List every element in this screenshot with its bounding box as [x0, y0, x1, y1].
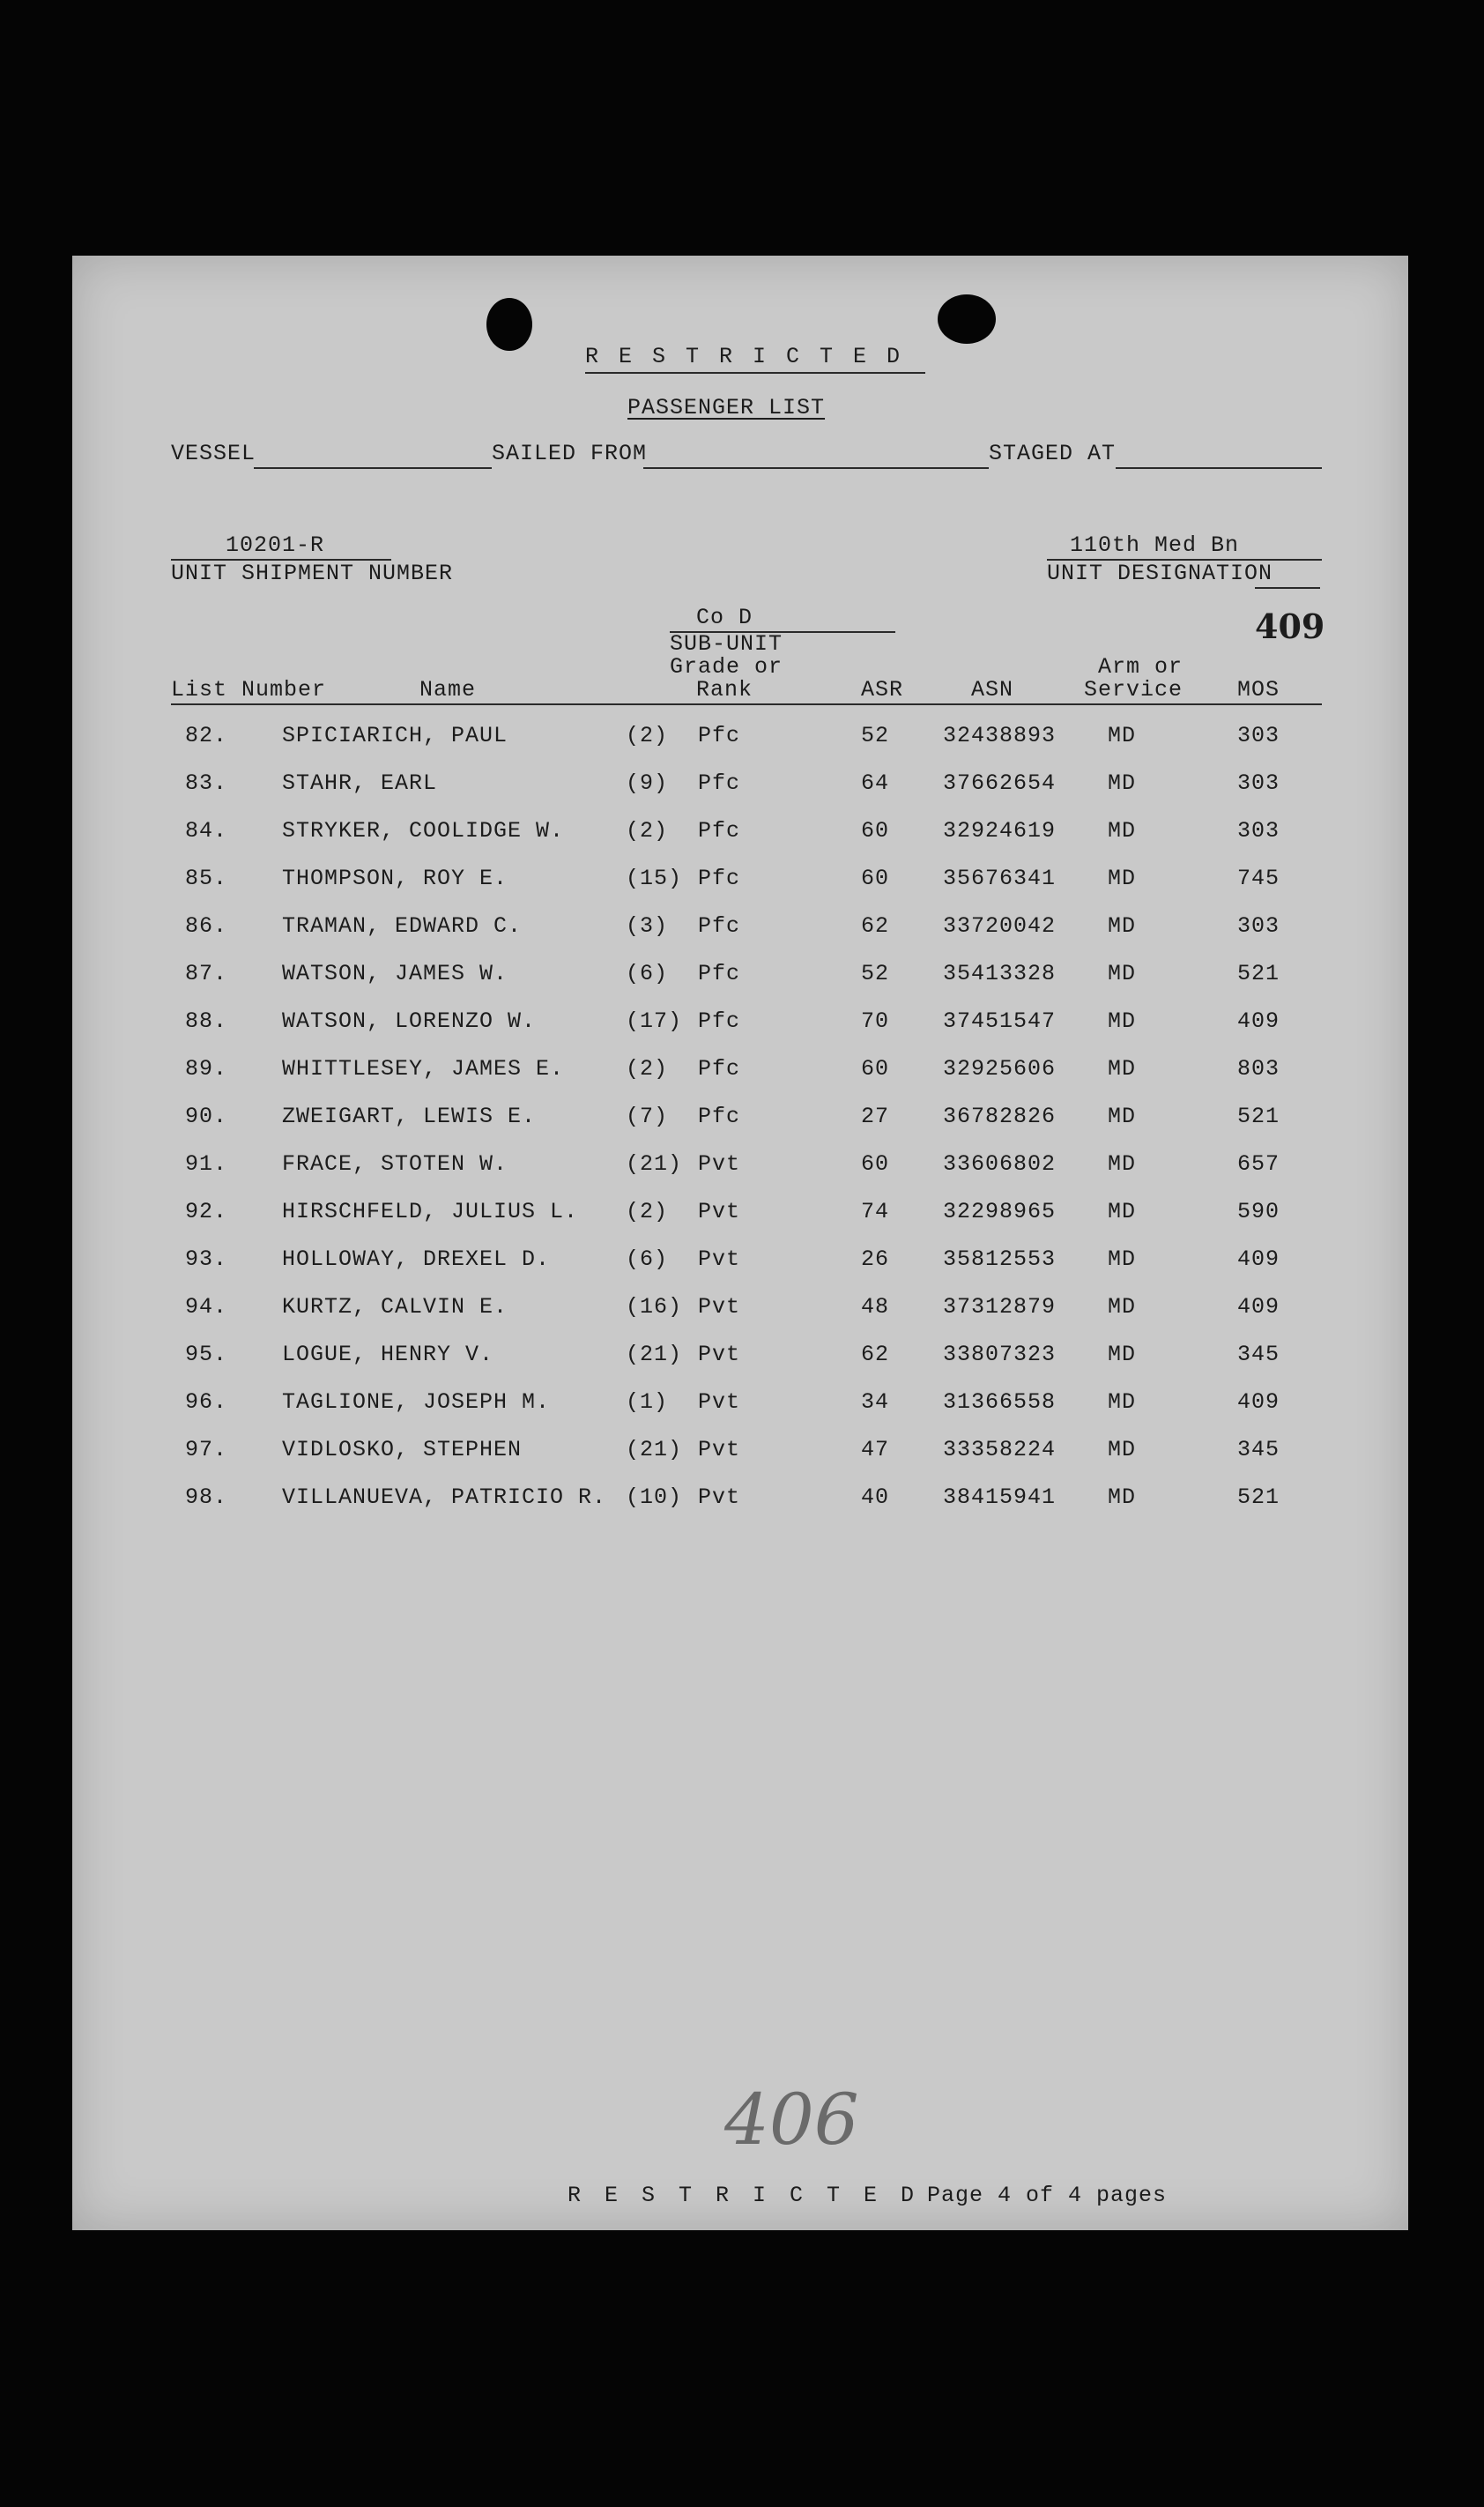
mos-value: 657	[1237, 1151, 1280, 1177]
passenger-name: KURTZ, CALVIN E.	[282, 1294, 508, 1320]
rank: Pfc	[698, 1104, 741, 1129]
asr-value: 48	[861, 1294, 890, 1320]
list-number: 89.	[185, 1056, 228, 1082]
asr-value: 40	[861, 1484, 890, 1510]
asn-value: 35676341	[943, 866, 1057, 891]
rank: Pfc	[698, 1056, 741, 1082]
list-number-header: List Number	[171, 677, 327, 703]
arm-header-1: Arm or	[1098, 654, 1183, 680]
list-number: 92.	[185, 1199, 228, 1224]
mos-header: MOS	[1237, 677, 1280, 703]
name-header: Name	[419, 677, 477, 703]
grade-code: (21)	[626, 1342, 683, 1367]
asn-value: 37312879	[943, 1294, 1057, 1320]
mos-value: 345	[1237, 1342, 1280, 1367]
asr-value: 60	[861, 866, 890, 891]
passenger-name: WATSON, LORENZO W.	[282, 1008, 537, 1034]
passenger-name: HIRSCHFELD, JULIUS L.	[282, 1199, 579, 1224]
asr-value: 27	[861, 1104, 890, 1129]
rank: Pvt	[698, 1151, 741, 1177]
mos-value: 345	[1237, 1437, 1280, 1462]
table-row	[72, 723, 1408, 758]
arm-header-2: Service	[1084, 677, 1183, 703]
rank: Pvt	[698, 1294, 741, 1320]
mos-value: 409	[1237, 1389, 1280, 1415]
arm-service: MD	[1108, 913, 1137, 939]
asn-value: 38415941	[943, 1484, 1057, 1510]
unit-shipment-label: UNIT SHIPMENT NUMBER	[171, 561, 454, 586]
rank: Pvt	[698, 1484, 741, 1510]
asn-value: 32924619	[943, 818, 1057, 844]
punch-hole	[938, 294, 996, 344]
designation-tail-line	[1255, 587, 1320, 589]
rank: Pvt	[698, 1389, 741, 1415]
restricted-header: R E S T R I C T E D	[585, 344, 904, 369]
asn-value: 32925606	[943, 1056, 1057, 1082]
passenger-name: THOMPSON, ROY E.	[282, 866, 508, 891]
passenger-name: ZWEIGART, LEWIS E.	[282, 1104, 537, 1129]
rank: Pfc	[698, 961, 741, 986]
grade-code: (17)	[626, 1008, 683, 1034]
passenger-name: STRYKER, COOLIDGE W.	[282, 818, 565, 844]
mos-value: 409	[1237, 1246, 1280, 1272]
page-info: Page 4 of 4 pages	[927, 2183, 1168, 2208]
sailed-from-line	[643, 467, 989, 469]
asr-value: 34	[861, 1389, 890, 1415]
passenger-name: FRACE, STOTEN W.	[282, 1151, 508, 1177]
unit-designation: 110th Med Bn	[1070, 532, 1240, 558]
mos-value: 521	[1237, 961, 1280, 986]
mos-value: 521	[1237, 1104, 1280, 1129]
asr-value: 60	[861, 818, 890, 844]
asn-header: ASN	[971, 677, 1014, 703]
list-number: 85.	[185, 866, 228, 891]
mos-value: 303	[1237, 818, 1280, 844]
asn-value: 35413328	[943, 961, 1057, 986]
passenger-name: VIDLOSKO, STEPHEN	[282, 1437, 523, 1462]
asr-value: 60	[861, 1151, 890, 1177]
asn-value: 32438893	[943, 723, 1057, 748]
passenger-name: TAGLIONE, JOSEPH M.	[282, 1389, 551, 1415]
asr-value: 62	[861, 913, 890, 939]
mos-value: 745	[1237, 866, 1280, 891]
passenger-name: SPICIARICH, PAUL	[282, 723, 508, 748]
grade-code: (1)	[626, 1389, 669, 1415]
arm-service: MD	[1108, 1484, 1137, 1510]
asr-value: 64	[861, 770, 890, 796]
arm-service: MD	[1108, 770, 1137, 796]
asr-value: 70	[861, 1008, 890, 1034]
table-row	[72, 961, 1408, 996]
header-rule	[171, 703, 1322, 705]
passenger-name: WHITTLESEY, JAMES E.	[282, 1056, 565, 1082]
asr-value: 74	[861, 1199, 890, 1224]
list-number: 93.	[185, 1246, 228, 1272]
grade-code: (9)	[626, 770, 669, 796]
table-row	[72, 1104, 1408, 1139]
table-row	[72, 1389, 1408, 1425]
sub-unit-label: SUB-UNIT	[670, 631, 783, 657]
table-row	[72, 913, 1408, 948]
table-row	[72, 1342, 1408, 1377]
rank: Pfc	[698, 1008, 741, 1034]
table-row	[72, 1008, 1408, 1044]
punch-hole	[486, 298, 532, 351]
staged-at-label: STAGED AT	[989, 441, 1117, 466]
asr-value: 52	[861, 961, 890, 986]
grade-code: (10)	[626, 1484, 683, 1510]
asn-value: 31366558	[943, 1389, 1057, 1415]
mos-value: 803	[1237, 1056, 1280, 1082]
mos-value: 303	[1237, 770, 1280, 796]
arm-service: MD	[1108, 1104, 1137, 1129]
passenger-name: VILLANUEVA, PATRICIO R.	[282, 1484, 607, 1510]
table-row	[72, 1056, 1408, 1091]
handwritten-number: 406	[724, 2079, 859, 2161]
arm-service: MD	[1108, 818, 1137, 844]
asr-value: 62	[861, 1342, 890, 1367]
list-number: 98.	[185, 1484, 228, 1510]
asn-value: 36782826	[943, 1104, 1057, 1129]
asr-header: ASR	[861, 677, 904, 703]
table-row	[72, 1484, 1408, 1520]
asn-value: 37451547	[943, 1008, 1057, 1034]
document-page	[72, 256, 1408, 2230]
passenger-name: LOGUE, HENRY V.	[282, 1342, 494, 1367]
asr-value: 47	[861, 1437, 890, 1462]
arm-service: MD	[1108, 1389, 1137, 1415]
restricted-underline	[585, 372, 925, 374]
grade-code: (3)	[626, 913, 669, 939]
arm-service: MD	[1108, 1246, 1137, 1272]
grade-code: (15)	[626, 866, 683, 891]
mos-value: 409	[1237, 1294, 1280, 1320]
grade-code: (21)	[626, 1151, 683, 1177]
asn-value: 32298965	[943, 1199, 1057, 1224]
rank: Pfc	[698, 723, 741, 748]
asn-value: 33807323	[943, 1342, 1057, 1367]
list-number: 91.	[185, 1151, 228, 1177]
list-number: 84.	[185, 818, 228, 844]
arm-service: MD	[1108, 866, 1137, 891]
table-row	[72, 1294, 1408, 1329]
rank: Pvt	[698, 1246, 741, 1272]
grade-code: (2)	[626, 1056, 669, 1082]
document-title: PASSENGER LIST	[627, 395, 826, 420]
arm-service: MD	[1108, 1151, 1137, 1177]
mos-value: 303	[1237, 723, 1280, 748]
vessel-label: VESSEL	[171, 441, 256, 466]
staged-at-line	[1116, 467, 1322, 469]
table-row	[72, 818, 1408, 853]
arm-service: MD	[1108, 961, 1137, 986]
asn-value: 33358224	[943, 1437, 1057, 1462]
passenger-name: STAHR, EARL	[282, 770, 438, 796]
passenger-name: WATSON, JAMES W.	[282, 961, 508, 986]
asn-value: 33720042	[943, 913, 1057, 939]
arm-service: MD	[1108, 1008, 1137, 1034]
grade-code: (6)	[626, 961, 669, 986]
sub-unit-value: Co D	[696, 605, 753, 630]
arm-service: MD	[1108, 1199, 1137, 1224]
list-number: 97.	[185, 1437, 228, 1462]
mos-value: 303	[1237, 913, 1280, 939]
arm-service: MD	[1108, 1342, 1137, 1367]
rank: Pvt	[698, 1342, 741, 1367]
grade-header-1: Grade or	[670, 654, 783, 680]
rank: Pvt	[698, 1199, 741, 1224]
list-number: 83.	[185, 770, 228, 796]
rank: Pfc	[698, 770, 741, 796]
passenger-name: HOLLOWAY, DREXEL D.	[282, 1246, 551, 1272]
rank: Pvt	[698, 1437, 741, 1462]
asr-value: 26	[861, 1246, 890, 1272]
table-row	[72, 1199, 1408, 1234]
list-number: 95.	[185, 1342, 228, 1367]
list-number: 88.	[185, 1008, 228, 1034]
unit-shipment-number: 10201-R	[226, 532, 325, 558]
page-stamp-number: 409	[1255, 606, 1325, 646]
rank: Pfc	[698, 913, 741, 939]
list-number: 86.	[185, 913, 228, 939]
asn-value: 37662654	[943, 770, 1057, 796]
arm-service: MD	[1108, 1437, 1137, 1462]
mos-value: 590	[1237, 1199, 1280, 1224]
grade-code: (2)	[626, 1199, 669, 1224]
asr-value: 60	[861, 1056, 890, 1082]
list-number: 87.	[185, 961, 228, 986]
rank: Pfc	[698, 866, 741, 891]
grade-code: (2)	[626, 818, 669, 844]
asr-value: 52	[861, 723, 890, 748]
arm-service: MD	[1108, 723, 1137, 748]
mos-value: 409	[1237, 1008, 1280, 1034]
mos-value: 521	[1237, 1484, 1280, 1510]
list-number: 90.	[185, 1104, 228, 1129]
table-row	[72, 866, 1408, 901]
grade-code: (2)	[626, 723, 669, 748]
asn-value: 33606802	[943, 1151, 1057, 1177]
grade-header-2: Rank	[696, 677, 753, 703]
arm-service: MD	[1108, 1294, 1137, 1320]
unit-designation-label: UNIT DESIGNATION	[1047, 561, 1273, 586]
arm-service: MD	[1108, 1056, 1137, 1082]
table-row	[72, 1246, 1408, 1282]
grade-code: (7)	[626, 1104, 669, 1129]
grade-code: (16)	[626, 1294, 683, 1320]
grade-code: (21)	[626, 1437, 683, 1462]
list-number: 94.	[185, 1294, 228, 1320]
table-row	[72, 1437, 1408, 1472]
asn-value: 35812553	[943, 1246, 1057, 1272]
grade-code: (6)	[626, 1246, 669, 1272]
sailed-from-label: SAILED FROM	[492, 441, 648, 466]
rank: Pfc	[698, 818, 741, 844]
vessel-line	[254, 467, 492, 469]
list-number: 82.	[185, 723, 228, 748]
restricted-footer: R E S T R I C T E D	[568, 2183, 920, 2208]
list-number: 96.	[185, 1389, 228, 1415]
table-row	[72, 770, 1408, 806]
passenger-name: TRAMAN, EDWARD C.	[282, 913, 523, 939]
table-row	[72, 1151, 1408, 1187]
